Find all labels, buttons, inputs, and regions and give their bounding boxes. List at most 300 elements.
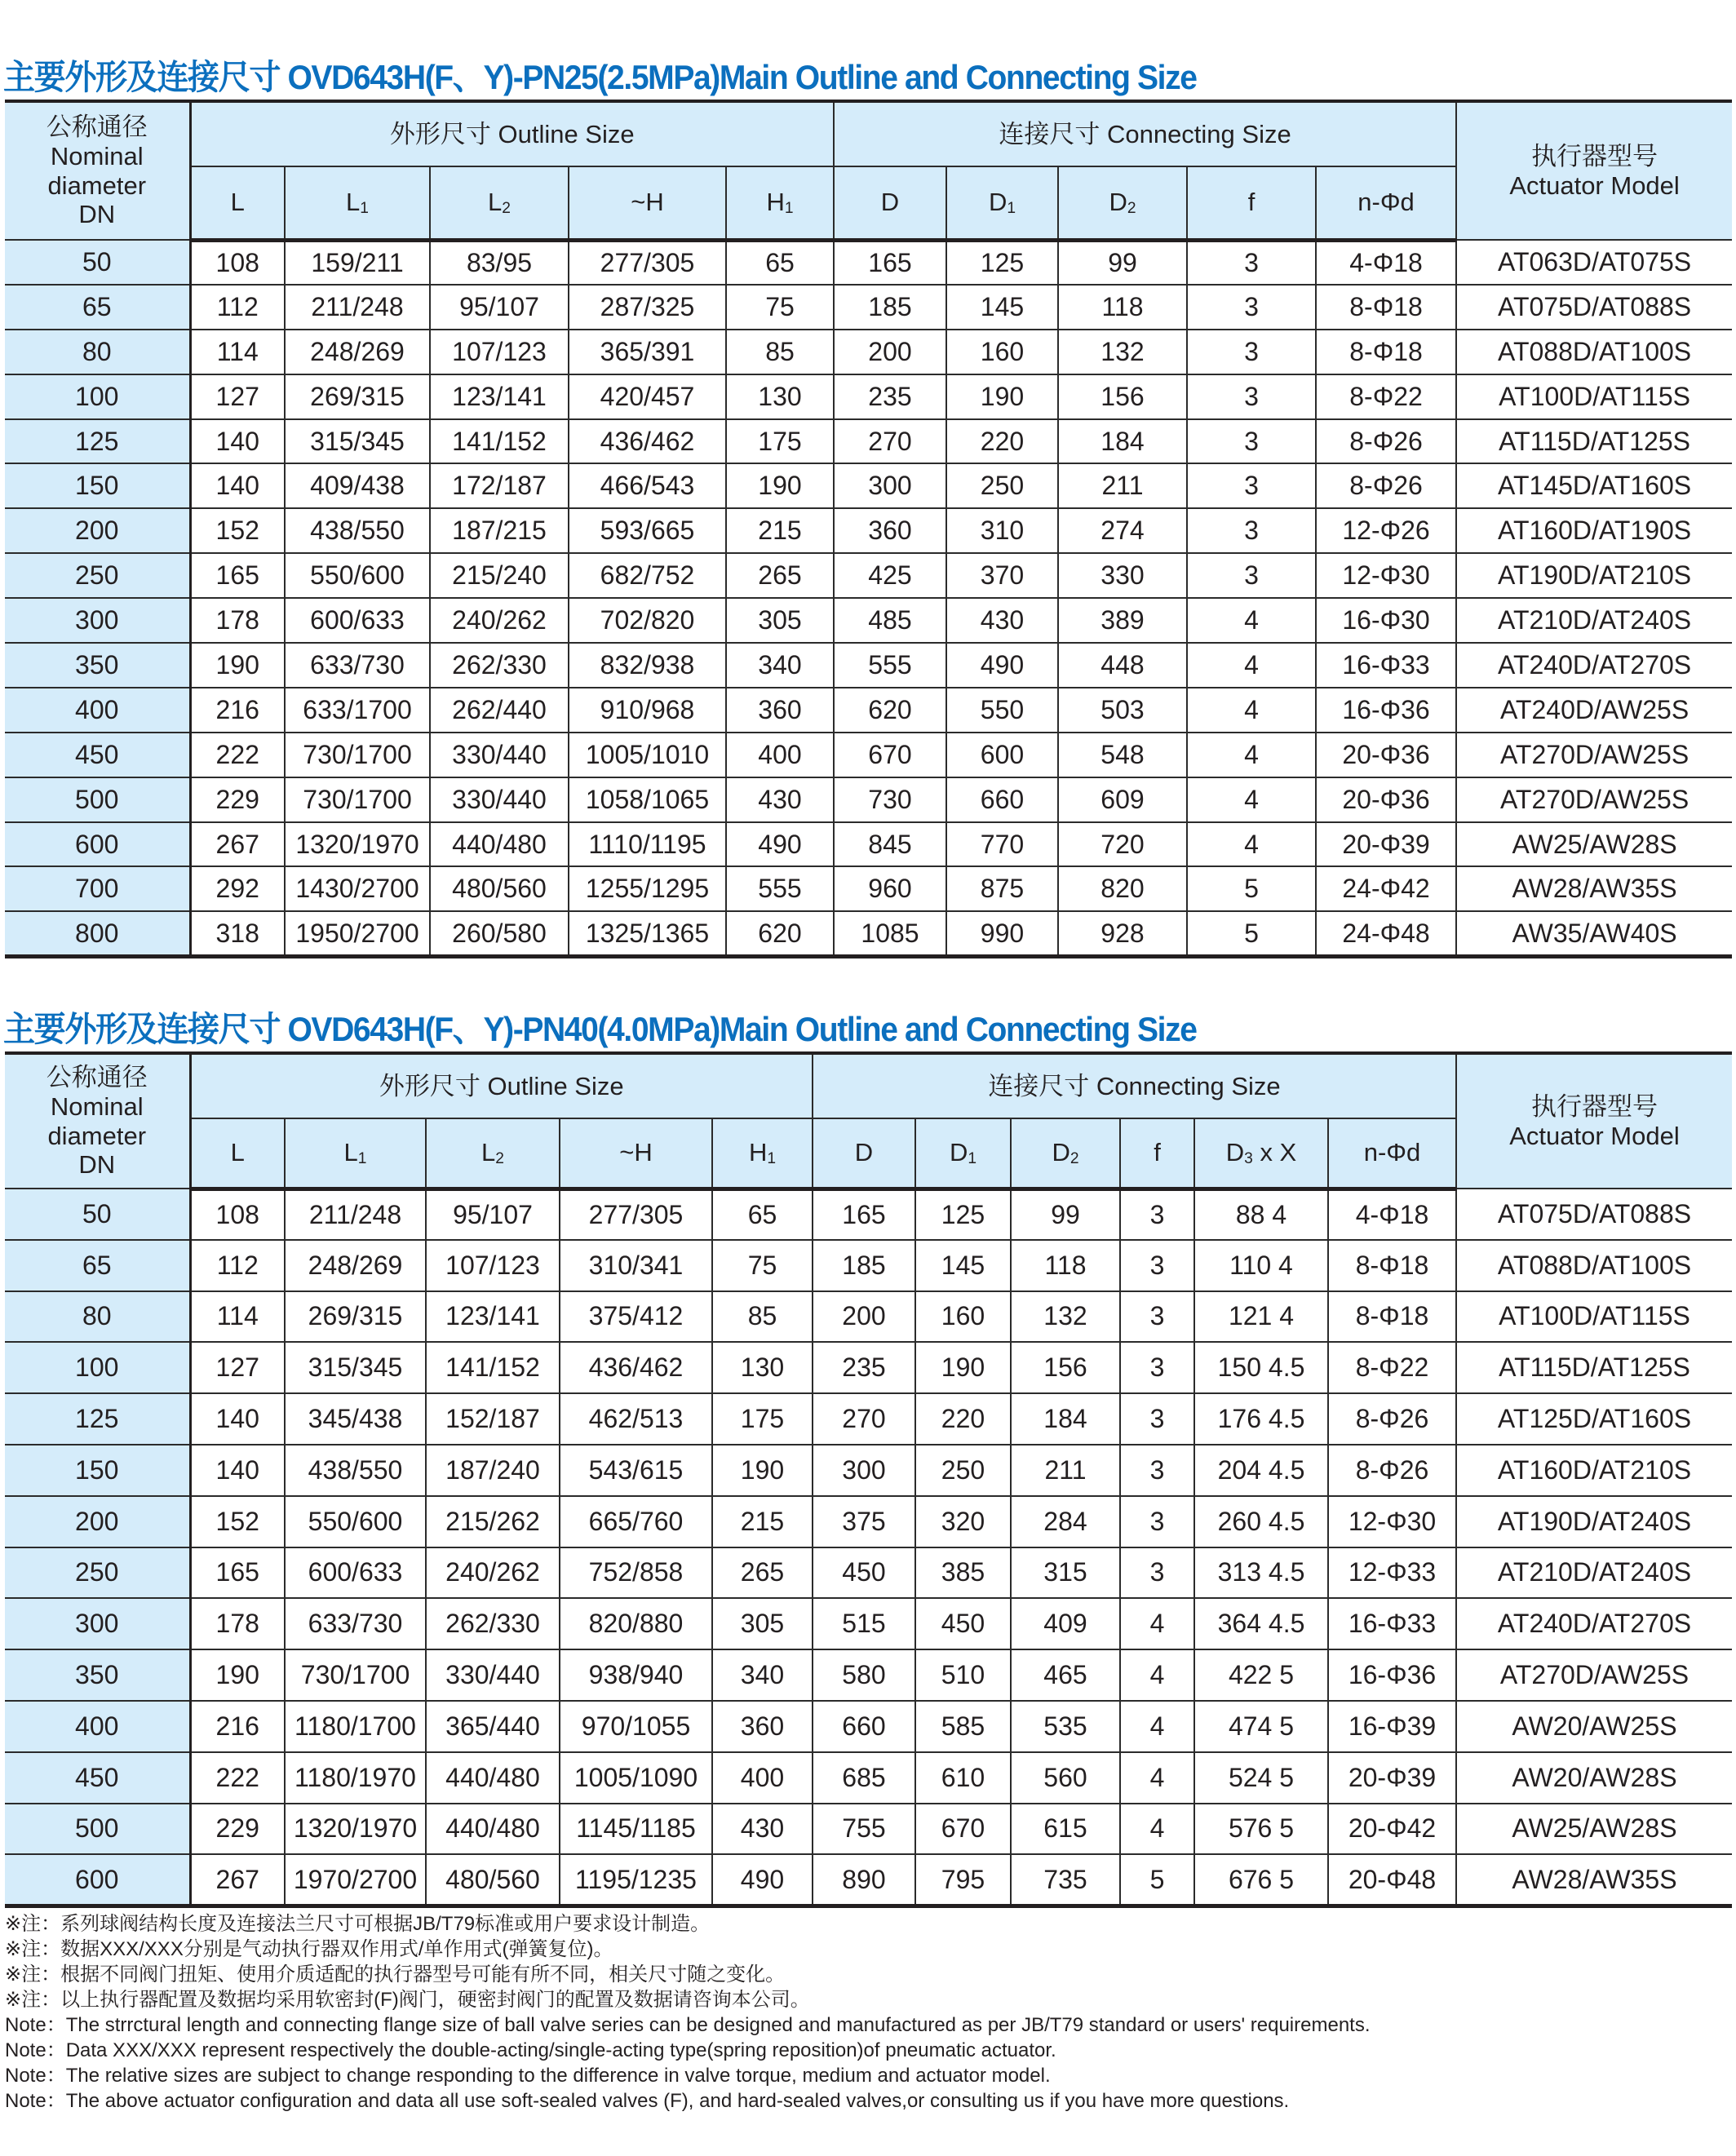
table-cell: 88 4	[1194, 1189, 1328, 1240]
table-cell: 216	[190, 1701, 285, 1752]
dn-cell: 80	[5, 330, 190, 374]
table-cell: 682/752	[569, 553, 726, 598]
table-cell: 152	[190, 508, 285, 553]
table-cell: 16-Φ30	[1316, 598, 1456, 643]
table-cell: 1180/1970	[285, 1752, 426, 1804]
table-cell: 4	[1187, 733, 1316, 777]
dn-cell: 450	[5, 1752, 190, 1804]
table-row	[5, 285, 1732, 330]
col-D2: D2	[1011, 1118, 1120, 1189]
table-cell: 123/141	[430, 374, 569, 419]
table-cell: 474 5	[1194, 1701, 1328, 1752]
table-cell: 190	[726, 463, 834, 508]
table-cell: 3	[1120, 1393, 1194, 1445]
table-cell: 20-Φ36	[1316, 733, 1456, 777]
table-cell: 730/1700	[285, 1649, 426, 1701]
note-cn: ※注：系列球阀结构长度及连接法兰尺寸可根据JB/T79标准或用户要求设计制造。	[5, 1913, 711, 1935]
dn-cell: 50	[5, 1189, 190, 1240]
table-cell: 287/325	[569, 285, 726, 330]
table-cell: 422 5	[1194, 1649, 1328, 1701]
table-cell: 24-Φ48	[1316, 911, 1456, 956]
table-cell: 490	[946, 643, 1058, 688]
table-row	[5, 1189, 1732, 1240]
table-cell: 890	[813, 1854, 915, 1906]
table-cell: 240/262	[430, 598, 569, 643]
table-cell: 4	[1120, 1649, 1194, 1701]
table-cell: AT240D/AT270S	[1456, 643, 1732, 688]
table-cell: 593/665	[569, 508, 726, 553]
table-cell: 211/248	[285, 285, 430, 330]
table-cell: 440/480	[426, 1752, 560, 1804]
table-cell: 262/330	[426, 1598, 560, 1649]
table-cell: 229	[190, 777, 285, 822]
table-cell: 250	[915, 1445, 1011, 1496]
table-cell: 284	[1011, 1496, 1120, 1547]
table-cell: 274	[1058, 508, 1187, 553]
table-row	[5, 1240, 1732, 1291]
table-cell: 220	[915, 1393, 1011, 1445]
table-cell: AT115D/AT125S	[1456, 419, 1732, 464]
table2-body	[5, 1189, 1732, 1906]
connecting-size-header: 连接尺寸 Connecting Size	[813, 1053, 1456, 1118]
table-cell: 430	[946, 598, 1058, 643]
table-cell: 4-Φ18	[1316, 240, 1456, 285]
table-cell: 190	[946, 374, 1058, 419]
table-cell: 1145/1185	[560, 1804, 712, 1855]
table-cell: AT190D/AT210S	[1456, 553, 1732, 598]
table-cell: 555	[726, 866, 834, 911]
table-cell: 438/550	[285, 1445, 426, 1496]
table-cell: 665/760	[560, 1496, 712, 1547]
table-cell: 330/440	[426, 1649, 560, 1701]
table-cell: 140	[190, 1393, 285, 1445]
col-f: f	[1187, 166, 1316, 240]
table-cell: 515	[813, 1598, 915, 1649]
table-cell: 12-Φ30	[1328, 1496, 1456, 1547]
table-row	[5, 1496, 1732, 1547]
dn-cell: 65	[5, 285, 190, 330]
col-f: f	[1120, 1118, 1194, 1189]
table-cell: 928	[1058, 911, 1187, 956]
table-cell: 560	[1011, 1752, 1120, 1804]
table-cell: 4	[1120, 1701, 1194, 1752]
table-cell: 8-Φ26	[1316, 419, 1456, 464]
table-cell: 375/412	[560, 1291, 712, 1343]
table-cell: 313 4.5	[1194, 1547, 1328, 1599]
table-cell: 190	[915, 1342, 1011, 1393]
note-en: Note：Data XXX/XXX represent respectively the double-acting/single-acting type(spring reposition)of pneumatic actuator.	[5, 2039, 1056, 2061]
table-cell: AT160D/AT190S	[1456, 508, 1732, 553]
table-cell: 585	[915, 1701, 1011, 1752]
col-D1: D1	[915, 1118, 1011, 1189]
table-cell: 1195/1235	[560, 1854, 712, 1906]
table-cell: 229	[190, 1804, 285, 1855]
dn-header-cn: 公称通径	[46, 113, 148, 142]
dn-header-en1: Nominal	[50, 1091, 144, 1121]
table-cell: 3	[1120, 1291, 1194, 1343]
table-row	[5, 598, 1732, 643]
table-cell: 755	[813, 1804, 915, 1855]
table-cell: 184	[1011, 1393, 1120, 1445]
table-cell: 270	[813, 1393, 915, 1445]
table-cell: 315/345	[285, 419, 430, 464]
dn-header-en3: DN	[78, 200, 116, 229]
table-cell: 190	[190, 643, 285, 688]
table-cell: 222	[190, 1752, 285, 1804]
table-cell: AT190D/AT240S	[1456, 1496, 1732, 1547]
table-row	[5, 463, 1732, 508]
table-cell: AW35/AW40S	[1456, 911, 1732, 956]
table-row	[5, 1804, 1732, 1855]
table-cell: 600	[946, 733, 1058, 777]
table-cell: 112	[190, 285, 285, 330]
table-cell: AT270D/AW25S	[1456, 1649, 1732, 1701]
table-cell: 320	[915, 1496, 1011, 1547]
table-cell: 466/543	[569, 463, 726, 508]
table-cell: 235	[834, 374, 946, 419]
table-cell: 770	[946, 822, 1058, 867]
table-cell: 315/345	[285, 1342, 426, 1393]
table-cell: 970/1055	[560, 1701, 712, 1752]
table-cell: 5	[1187, 911, 1316, 956]
table-cell: 389	[1058, 598, 1187, 643]
table-cell: 752/858	[560, 1547, 712, 1599]
col-H: ~H	[569, 166, 726, 240]
table-cell: AT088D/AT100S	[1456, 1240, 1732, 1291]
table-cell: 3	[1187, 374, 1316, 419]
table-cell: 4	[1187, 688, 1316, 733]
table-cell: AT075D/AT088S	[1456, 1189, 1732, 1240]
table-cell: 400	[712, 1752, 813, 1804]
table-cell: 305	[726, 598, 834, 643]
table-cell: 175	[712, 1393, 813, 1445]
table-cell: AT063D/AT075S	[1456, 240, 1732, 285]
table-cell: 375	[813, 1496, 915, 1547]
table-cell: 550/600	[285, 1496, 426, 1547]
table-cell: 156	[1058, 374, 1187, 419]
table-row	[5, 822, 1732, 867]
table-cell: 685	[813, 1752, 915, 1804]
table-cell: 510	[915, 1649, 1011, 1701]
table-cell: 1180/1700	[285, 1701, 426, 1752]
table-cell: 160	[946, 330, 1058, 374]
table-cell: 420/457	[569, 374, 726, 419]
table-cell: 8-Φ26	[1316, 463, 1456, 508]
table1-header-row1	[5, 101, 1732, 166]
table-cell: 4	[1120, 1752, 1194, 1804]
table-cell: 8-Φ18	[1328, 1240, 1456, 1291]
table-cell: 3	[1120, 1240, 1194, 1291]
table-cell: 1005/1090	[560, 1752, 712, 1804]
table-cell: 248/269	[285, 1240, 426, 1291]
table-cell: 1970/2700	[285, 1854, 426, 1906]
actuator-model-header	[1456, 101, 1732, 240]
table-cell: 8-Φ18	[1316, 330, 1456, 374]
table-cell: 20-Φ36	[1316, 777, 1456, 822]
table-row	[5, 1598, 1732, 1649]
table-cell: 4	[1187, 777, 1316, 822]
table-row	[5, 508, 1732, 553]
table-cell: 141/152	[426, 1342, 560, 1393]
table-cell: 535	[1011, 1701, 1120, 1752]
dn-header-en3: DN	[78, 1150, 116, 1180]
table-cell: 430	[712, 1804, 813, 1855]
table-cell: 107/123	[430, 330, 569, 374]
table-cell: 145	[915, 1240, 1011, 1291]
table-row	[5, 1547, 1732, 1599]
table-cell: 450	[915, 1598, 1011, 1649]
note-cn: ※注：根据不同阀门扭矩、使用介质适配的执行器型号可能有所不同，相关尺寸随之变化。	[5, 1963, 786, 1986]
table-cell: 140	[190, 463, 285, 508]
table-cell: 4	[1187, 643, 1316, 688]
table-cell: 633/730	[285, 643, 430, 688]
table-cell: AW28/AW35S	[1456, 1854, 1732, 1906]
table-cell: 114	[190, 330, 285, 374]
table-cell: 178	[190, 598, 285, 643]
table-cell: 12-Φ30	[1316, 553, 1456, 598]
table-cell: 480/560	[430, 866, 569, 911]
table-cell: 8-Φ26	[1328, 1393, 1456, 1445]
table1-title: 主要外形及连接尺寸 OVD643H(F、Y)-PN25(2.5MPa)Main Outline and Connecting Size	[3, 58, 1197, 96]
table-cell: 3	[1120, 1496, 1194, 1547]
table-cell: 3	[1187, 508, 1316, 553]
dn-cell: 500	[5, 777, 190, 822]
dn-cell: 250	[5, 553, 190, 598]
table-cell: 5	[1120, 1854, 1194, 1906]
dn-cell: 125	[5, 1393, 190, 1445]
table-cell: 159/211	[285, 240, 430, 285]
table-cell: 3	[1187, 240, 1316, 285]
table-cell: 108	[190, 1189, 285, 1240]
col-H: ~H	[560, 1118, 712, 1189]
table-cell: 730/1700	[285, 777, 430, 822]
table-cell: 550	[946, 688, 1058, 733]
table-cell: 615	[1011, 1804, 1120, 1855]
table-cell: 409/438	[285, 463, 430, 508]
table-cell: 385	[915, 1547, 1011, 1599]
table-cell: 107/123	[426, 1240, 560, 1291]
table-cell: 576 5	[1194, 1804, 1328, 1855]
table-cell: 524 5	[1194, 1752, 1328, 1804]
table-cell: 16-Φ39	[1328, 1701, 1456, 1752]
table-cell: 960	[834, 866, 946, 911]
table-cell: 267	[190, 822, 285, 867]
table-cell: 16-Φ36	[1316, 688, 1456, 733]
table-cell: 600/633	[285, 598, 430, 643]
table-cell: 260 4.5	[1194, 1496, 1328, 1547]
table-cell: 345/438	[285, 1393, 426, 1445]
dn-header-en1: Nominal	[50, 141, 144, 170]
table-cell: 260/580	[430, 911, 569, 956]
table-cell: 250	[946, 463, 1058, 508]
col-L: L	[190, 1118, 285, 1189]
table-cell: 185	[813, 1240, 915, 1291]
table-cell: 440/480	[430, 822, 569, 867]
col-D2: D2	[1058, 166, 1187, 240]
table-cell: 845	[834, 822, 946, 867]
table-row	[5, 733, 1732, 777]
table-cell: 365/440	[426, 1701, 560, 1752]
table-cell: 490	[712, 1854, 813, 1906]
table-cell: 360	[834, 508, 946, 553]
table-row	[5, 553, 1732, 598]
table-cell: 20-Φ42	[1328, 1804, 1456, 1855]
table-cell: 176 4.5	[1194, 1393, 1328, 1445]
table-cell: 172/187	[430, 463, 569, 508]
table-cell: 370	[946, 553, 1058, 598]
table-cell: 485	[834, 598, 946, 643]
table-cell: 99	[1058, 240, 1187, 285]
table-cell: 123/141	[426, 1291, 560, 1343]
table-cell: 190	[712, 1445, 813, 1496]
dn-cell: 125	[5, 419, 190, 464]
table-row	[5, 866, 1732, 911]
dn-cell: 150	[5, 463, 190, 508]
dn-cell: 200	[5, 1496, 190, 1547]
table-cell: 112	[190, 1240, 285, 1291]
table-cell: 702/820	[569, 598, 726, 643]
dn-cell: 600	[5, 822, 190, 867]
table-cell: 440/480	[426, 1804, 560, 1855]
dn-cell: 400	[5, 688, 190, 733]
actuator-header-en: Actuator Model	[1509, 1121, 1680, 1150]
table-row	[5, 374, 1732, 419]
table-cell: AT115D/AT125S	[1456, 1342, 1732, 1393]
table-cell: 330/440	[430, 733, 569, 777]
table-cell: 204 4.5	[1194, 1445, 1328, 1496]
col-D: D	[813, 1118, 915, 1189]
table-cell: AT100D/AT115S	[1456, 1291, 1732, 1343]
table-cell: AT075D/AT088S	[1456, 285, 1732, 330]
table-cell: 1110/1195	[569, 822, 726, 867]
table-cell: 436/462	[569, 419, 726, 464]
dn-cell: 800	[5, 911, 190, 956]
dn-header-en2: diameter	[47, 170, 147, 200]
table-cell: 670	[915, 1804, 1011, 1855]
table-cell: 676 5	[1194, 1854, 1328, 1906]
dn-header-en2: diameter	[47, 1121, 147, 1150]
dn-cell: 100	[5, 1342, 190, 1393]
table-cell: AT240D/AT270S	[1456, 1598, 1732, 1649]
table-cell: 3	[1187, 285, 1316, 330]
table-cell: 165	[834, 240, 946, 285]
table-cell: 215	[726, 508, 834, 553]
note-en: Note：The strrctural length and connecting flange size of ball valve series can be designed and manufactured as per JB/T79 standard or users' requirements.	[5, 2014, 1371, 2036]
table-cell: 3	[1187, 419, 1316, 464]
table1-body	[5, 240, 1732, 956]
actuator-model-header	[1456, 1053, 1732, 1189]
table-cell: 270	[834, 419, 946, 464]
table-cell: 95/107	[430, 285, 569, 330]
col-H1: H1	[726, 166, 834, 240]
table-cell: 12-Φ26	[1316, 508, 1456, 553]
table-cell: 165	[813, 1189, 915, 1240]
table-cell: 4	[1120, 1598, 1194, 1649]
col-H1: H1	[712, 1118, 813, 1189]
table-cell: 140	[190, 419, 285, 464]
note-en: Note：The above actuator configuration and data all use soft-sealed valves (F), and hard-sealed valves,or consulting us if you have more questions.	[5, 2090, 1290, 2112]
table-cell: 548	[1058, 733, 1187, 777]
table-cell: 364 4.5	[1194, 1598, 1328, 1649]
col-D1: D1	[946, 166, 1058, 240]
table-cell: 125	[946, 240, 1058, 285]
table-cell: 127	[190, 1342, 285, 1393]
table-cell: 185	[834, 285, 946, 330]
table-cell: 16-Φ36	[1328, 1649, 1456, 1701]
table-cell: 425	[834, 553, 946, 598]
table-cell: 12-Φ33	[1328, 1547, 1456, 1599]
table-cell: 450	[813, 1547, 915, 1599]
dn-cell: 500	[5, 1804, 190, 1855]
table-cell: 990	[946, 911, 1058, 956]
table-row	[5, 688, 1732, 733]
table-cell: 95/107	[426, 1189, 560, 1240]
table-cell: 277/305	[569, 240, 726, 285]
table-cell: 1325/1365	[569, 911, 726, 956]
table-cell: 3	[1187, 553, 1316, 598]
table-cell: 267	[190, 1854, 285, 1906]
table-cell: 938/940	[560, 1649, 712, 1701]
dn-header-cn: 公称通径	[46, 1063, 148, 1092]
dn-cell: 300	[5, 598, 190, 643]
table-cell: 660	[813, 1701, 915, 1752]
table-cell: 305	[712, 1598, 813, 1649]
table-cell: 340	[712, 1649, 813, 1701]
table-cell: 127	[190, 374, 285, 419]
dn-cell: 50	[5, 240, 190, 285]
table-cell: 318	[190, 911, 285, 956]
table-cell: 130	[712, 1342, 813, 1393]
table-cell: 660	[946, 777, 1058, 822]
table-row	[5, 1854, 1732, 1906]
table-row	[5, 777, 1732, 822]
dn-cell: 350	[5, 643, 190, 688]
table-cell: 222	[190, 733, 285, 777]
note-cn: ※注：数据XXX/XXX分别是气动执行器双作用式/单作用式(弹簧复位)。	[5, 1938, 613, 1960]
table-cell: 132	[1058, 330, 1187, 374]
table-cell: 1950/2700	[285, 911, 430, 956]
table-cell: 300	[834, 463, 946, 508]
table-row	[5, 240, 1732, 285]
table-cell: 3	[1120, 1189, 1194, 1240]
table-row	[5, 1393, 1732, 1445]
dn-cell: 80	[5, 1291, 190, 1343]
table-cell: 211	[1058, 463, 1187, 508]
table-row	[5, 1752, 1732, 1804]
table-row	[5, 911, 1732, 956]
table-cell: 141/152	[430, 419, 569, 464]
table-cell: 121 4	[1194, 1291, 1328, 1343]
dn-cell: 250	[5, 1547, 190, 1599]
table-cell: 265	[712, 1547, 813, 1599]
col-L1: L1	[285, 166, 430, 240]
table-cell: 269/315	[285, 1291, 426, 1343]
table-cell: 216	[190, 688, 285, 733]
table-cell: 3	[1120, 1342, 1194, 1393]
table-cell: 20-Φ48	[1328, 1854, 1456, 1906]
table-cell: 3	[1187, 330, 1316, 374]
table-cell: 580	[813, 1649, 915, 1701]
table-cell: 8-Φ22	[1316, 374, 1456, 419]
table-cell: 215/262	[426, 1496, 560, 1547]
table-cell: 99	[1011, 1189, 1120, 1240]
table-cell: 75	[726, 285, 834, 330]
dn-cell: 400	[5, 1701, 190, 1752]
table-cell: 211	[1011, 1445, 1120, 1496]
table-cell: 110 4	[1194, 1240, 1328, 1291]
table-cell: 436/462	[560, 1342, 712, 1393]
note-en: Note：The relative sizes are subject to change responding to the difference in valve torque, medium and actuator model.	[5, 2065, 1051, 2087]
